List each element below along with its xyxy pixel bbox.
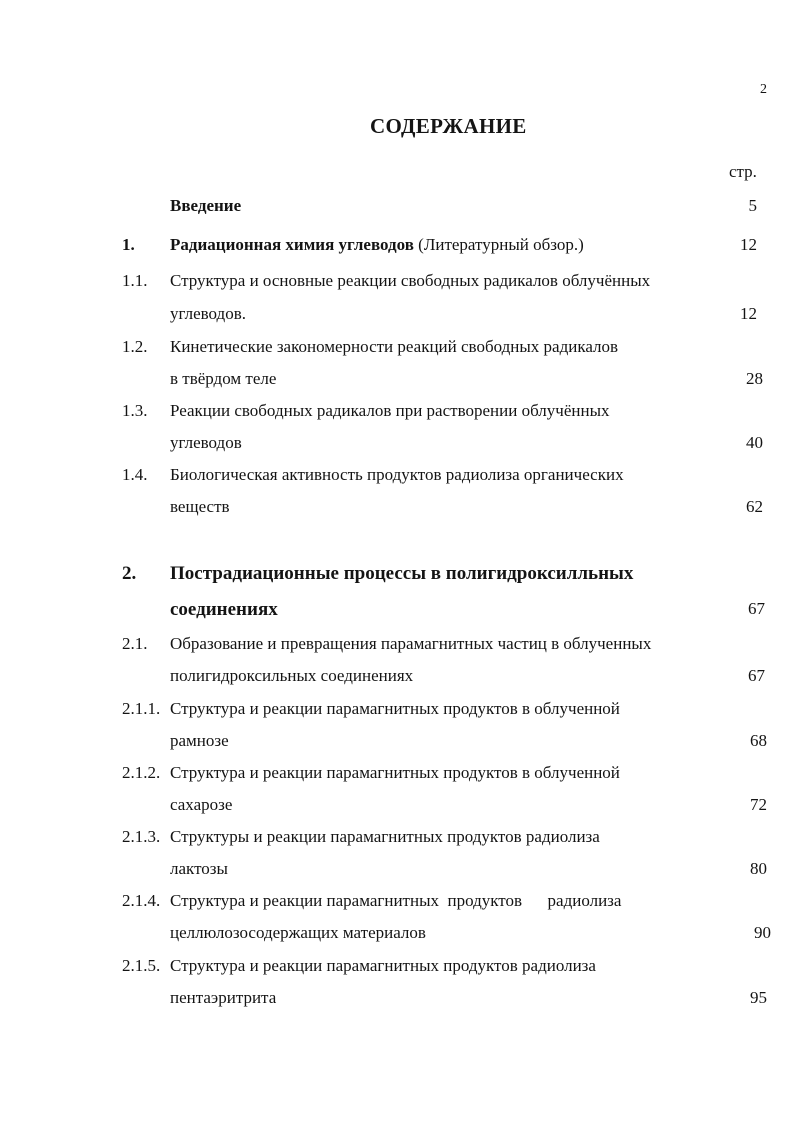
- toc-entry-2-1-2-line1: Структура и реакции парамагнитных продуктов в облученной: [170, 763, 620, 782]
- toc-entry-2-1-2-number: 2.1.2.: [122, 763, 161, 782]
- toc-entry-1-suffix: (Литературный обзор.): [418, 235, 584, 254]
- toc-entry-2-1-4-line1: Структура и реакции парамагнитных продуктов радиолиза: [170, 891, 622, 910]
- page-number: 2: [760, 82, 767, 97]
- toc-entry-1-2-number: 1.2.: [122, 337, 148, 356]
- toc-entry-2-1-5-line2: пентаэритрита: [170, 988, 277, 1007]
- toc-entry-1-4-page: 62: [746, 497, 763, 516]
- toc-entry-2-1-1-line1: Структура и реакции парамагнитных продуктов в облученной: [170, 699, 620, 718]
- toc-entry-1-4-line1: Биологическая активность продуктов радиолиза органических: [170, 465, 624, 484]
- toc-entry-intro-text: Введение: [170, 196, 242, 215]
- toc-entry-1-number: 1.: [122, 235, 135, 254]
- toc-entry-1-text: [170, 235, 584, 255]
- toc-entry-1-4-number: 1.4.: [122, 465, 148, 484]
- toc-entry-1-2-line1: Кинетические закономерности реакций свободных радикалов: [170, 337, 619, 356]
- toc-entry-2-1-4-line2: целлюлозосодержащих материалов: [170, 923, 426, 942]
- toc-entry-2-1-2-line2: сахарозе: [170, 795, 233, 814]
- toc-entry-1-3-page: 40: [746, 433, 763, 452]
- toc-entry-1-2-line2: в твёрдом теле: [170, 369, 277, 388]
- toc-entry-2-1-number: 2.1.: [122, 634, 148, 653]
- toc-entry-intro-page: 5: [748, 196, 757, 215]
- toc-entry-1-3-line1: Реакции свободных радикалов при растворении облучённых: [170, 401, 610, 420]
- toc-entry-2-1-page: 67: [748, 666, 765, 685]
- toc-entry-2-number: 2.: [122, 563, 137, 584]
- toc-entry-1-1-line1: Структура и основные реакции свободных радикалов облучённых: [170, 271, 651, 290]
- toc-entry-1-3-number: 1.3.: [122, 401, 148, 420]
- toc-entry-1-page: 12: [740, 235, 757, 254]
- toc-entry-2-1-line2: полигидроксильных соединениях: [170, 666, 414, 685]
- toc-entry-1-1-line2: углеводов.: [170, 304, 246, 323]
- toc-entry-1-2-page: 28: [746, 369, 763, 388]
- toc-entry-2-1-5-line1: Структура и реакции парамагнитных продуктов радиолиза: [170, 956, 596, 975]
- toc-entry-2-page: 67: [748, 599, 765, 618]
- toc-entry-1-4-line2: веществ: [170, 497, 230, 516]
- toc-entry-2-line1: Пострадиационные процессы в полигидроксилльных: [170, 563, 634, 584]
- page-title: СОДЕРЖАНИЕ: [370, 114, 527, 138]
- toc-entry-2-1-5-number: 2.1.5.: [122, 956, 161, 975]
- toc-entry-2-1-1-line2: рамнозе: [170, 731, 229, 750]
- toc-entry-1-3-line2: углеводов: [170, 433, 242, 452]
- toc-entry-1-heading: Радиационная химия углеводов: [170, 235, 414, 254]
- toc-entry-2-1-3-number: 2.1.3.: [122, 827, 161, 846]
- toc-entry-2-1-3-line1: Структуры и реакции парамагнитных продуктов радиолиза: [170, 827, 600, 846]
- toc-entry-2-1-2-page: 72: [750, 795, 767, 814]
- toc-entry-2-1-1-page: 68: [750, 731, 767, 750]
- toc-entry-1-1-page: 12: [740, 304, 757, 323]
- toc-entry-2-1-4-page: 90: [754, 923, 771, 942]
- toc-entry-2-1-line1: Образование и превращения парамагнитных частиц в облученных: [170, 634, 652, 653]
- page-column-label: стр.: [729, 162, 757, 181]
- toc-entry-2-1-5-page: 95: [750, 988, 767, 1007]
- toc-entry-2-line2: соединениях: [170, 599, 278, 620]
- toc-entry-2-1-3-page: 80: [750, 859, 767, 878]
- toc-entry-1-1-number: 1.1.: [122, 271, 148, 290]
- toc-entry-2-1-3-line2: лактозы: [170, 859, 228, 878]
- toc-entry-2-1-4-number: 2.1.4.: [122, 891, 161, 910]
- toc-entry-2-1-1-number: 2.1.1.: [122, 699, 161, 718]
